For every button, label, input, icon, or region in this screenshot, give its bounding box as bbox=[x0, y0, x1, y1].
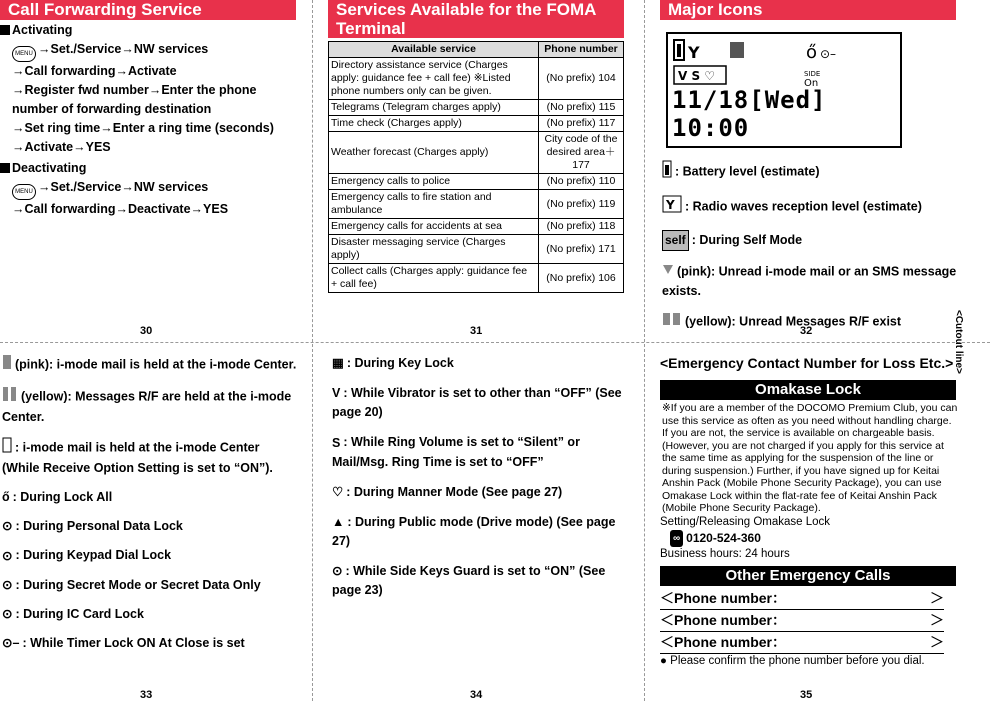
bullet-icon: ● bbox=[660, 654, 671, 667]
icon-item: ő : During Lock All bbox=[2, 488, 298, 507]
other-calls-title: Other Emergency Calls bbox=[660, 566, 956, 586]
business-hours: Business hours: 24 hours bbox=[660, 547, 790, 560]
side-keys-guard-icon: ⊙ bbox=[332, 564, 343, 579]
omakase-lock-title: Omakase Lock bbox=[660, 380, 956, 400]
icon-item: V : While Vibrator is set to other than “OFF” (See page 20) bbox=[332, 386, 622, 420]
icon-item: ⊙ : During Keypad Dial Lock bbox=[2, 546, 298, 565]
service-cell: Telegrams (Telegram charges apply) bbox=[329, 100, 539, 116]
page-33 bbox=[0, 350, 300, 701]
service-cell: Emergency calls to police bbox=[329, 174, 539, 190]
horizontal-divider bbox=[0, 342, 990, 343]
icon-item: : i-mode mail is held at the i-mode Center (While Receive Option Setting is set to “ON”). bbox=[2, 437, 298, 478]
number-cell: (No prefix) 115 bbox=[539, 100, 624, 116]
table-header-row bbox=[329, 42, 624, 58]
icon-item: ▦ : During Key Lock bbox=[332, 354, 626, 373]
messages-rf-held-icon bbox=[2, 386, 18, 408]
footnote: ● Please confirm the phone number before you dial. bbox=[660, 654, 925, 667]
table-row bbox=[329, 219, 624, 235]
icon-item: ▲ : During Public mode (Drive mode) (See page 27) bbox=[332, 514, 616, 549]
icon-item: : Battery level (estimate) bbox=[662, 160, 960, 184]
service-cell: Collect calls (Charges apply: guidance fee + call fee) bbox=[329, 264, 539, 293]
silent-icon: S bbox=[332, 435, 341, 450]
page-32 bbox=[660, 0, 960, 342]
drive-mode-icon: ▲ bbox=[332, 515, 345, 530]
phone-number-field[interactable]: ＜Phone number： ＞ bbox=[660, 610, 944, 632]
svg-text:ő: ő bbox=[806, 42, 818, 63]
icon-item: ⊙– : While Timer Lock ON At Close is set bbox=[2, 634, 298, 653]
cutout-line-label: <Cutout line> bbox=[953, 310, 964, 374]
activating-step: →Activate→YES bbox=[12, 140, 111, 154]
svg-text:V S ♡: V S ♡ bbox=[678, 69, 716, 83]
setting-label: Setting/Releasing Omakase Lock bbox=[660, 515, 831, 528]
number-cell: City code of the desired area＋177 bbox=[539, 132, 624, 174]
services-table bbox=[328, 41, 624, 293]
page-number: 33 bbox=[140, 689, 153, 701]
icon-item: self : During Self Mode bbox=[662, 230, 960, 251]
section-heading: <Emergency Contact Number for Loss Etc.> bbox=[660, 355, 954, 371]
service-cell: Weather forecast (Charges apply) bbox=[329, 132, 539, 174]
icon-item: (pink): i-mode mail is held at the i-mode Center. bbox=[2, 354, 298, 376]
menu-key-icon: MENU bbox=[12, 46, 36, 62]
phone-number-field[interactable]: ＜Phone number： ＞ bbox=[660, 588, 944, 610]
number-cell: (No prefix) 171 bbox=[539, 235, 624, 264]
mail-held-icon bbox=[2, 354, 12, 376]
icon-item: Y : Radio waves reception level (estimate) bbox=[662, 195, 960, 219]
number-cell: (No prefix) 106 bbox=[539, 264, 624, 293]
key-lock-icon: ▦ bbox=[332, 356, 344, 371]
manner-mode-icon: ♡ bbox=[332, 484, 344, 499]
svg-text:Y: Y bbox=[688, 43, 700, 62]
svg-text:⊙–: ⊙– bbox=[820, 47, 837, 61]
page-number: 34 bbox=[470, 689, 483, 701]
page-title: Services Available for the FOMA Terminal bbox=[328, 0, 624, 38]
service-cell: Directory assistance service (Charges apply: guidance fee + call fee) ※Listed phone numbers only can be given. bbox=[329, 58, 539, 100]
page-35 bbox=[660, 350, 960, 701]
number-cell: (No prefix) 117 bbox=[539, 116, 624, 132]
activating-heading: Activating bbox=[0, 21, 300, 40]
table-row bbox=[329, 58, 624, 100]
svg-text:SIDE: SIDE bbox=[804, 70, 821, 78]
svg-text:On: On bbox=[804, 78, 819, 89]
vertical-divider bbox=[644, 0, 645, 701]
page-number: 30 bbox=[140, 325, 153, 337]
service-cell: Time check (Charges apply) bbox=[329, 116, 539, 132]
page-number: 32 bbox=[800, 325, 813, 337]
vertical-divider bbox=[312, 0, 313, 701]
table-row bbox=[329, 235, 624, 264]
table-row bbox=[329, 264, 624, 293]
unread-messages-rf-icon bbox=[662, 312, 682, 332]
icon-item: (pink): Unread i-mode mail or an SMS message exists. bbox=[662, 262, 960, 301]
icon-item: ♡ : During Manner Mode (See page 27) bbox=[332, 483, 626, 502]
self-mode-icon: self bbox=[662, 230, 689, 251]
page-number: 35 bbox=[800, 689, 813, 701]
svg-text:Y: Y bbox=[666, 198, 675, 212]
activating-step: →Register fwd number→Enter the phone bbox=[12, 83, 257, 97]
column-header: Phone number bbox=[539, 42, 624, 58]
number-cell: (No prefix) 119 bbox=[539, 190, 624, 219]
deactivating-step: →Call forwarding→Deactivate→YES bbox=[12, 202, 229, 216]
free-dial-line: ∞ 0120-524-360 bbox=[660, 530, 960, 547]
activating-step: →Call forwarding→Activate bbox=[12, 64, 177, 78]
signal-icon bbox=[662, 195, 682, 219]
service-cell: Disaster messaging service (Charges apply) bbox=[329, 235, 539, 264]
icon-item: ⊙ : During Secret Mode or Secret Data Only bbox=[2, 576, 298, 595]
ic-card-lock-icon: ⊙ bbox=[2, 607, 13, 622]
mail-held-option-icon bbox=[2, 437, 12, 459]
service-cell: Emergency calls to fire station and ambulance bbox=[329, 190, 539, 219]
page-31 bbox=[328, 0, 628, 342]
table-row bbox=[329, 116, 624, 132]
timer-lock-icon: ⊙– bbox=[2, 636, 20, 651]
column-header: Available service bbox=[329, 42, 539, 58]
activating-step: →Set ring time→Enter a ring time (seconds) bbox=[12, 121, 274, 135]
icon-item: ⊙ : During Personal Data Lock bbox=[2, 517, 298, 536]
deactivating-step: MENU →Set./Service→NW services bbox=[0, 178, 300, 200]
number-cell: (No prefix) 104 bbox=[539, 58, 624, 100]
table-row bbox=[329, 100, 624, 116]
lock-all-icon: ő bbox=[2, 490, 10, 505]
menu-key-icon: MENU bbox=[12, 184, 36, 200]
table-row bbox=[329, 132, 624, 174]
phone-number-field[interactable]: ＜Phone number： ＞ bbox=[660, 632, 944, 654]
icon-item: (yellow): Messages R/F are held at the i-mode Center. bbox=[2, 386, 298, 427]
activating-step: number of forwarding destination bbox=[12, 102, 212, 116]
page-title: Major Icons bbox=[660, 0, 956, 20]
page-title: Call Forwarding Service bbox=[0, 0, 296, 20]
vibrator-icon: V bbox=[332, 386, 341, 401]
deactivating-heading: Deactivating bbox=[0, 159, 300, 178]
keypad-dial-lock-icon: ⊙ bbox=[2, 548, 13, 563]
page-number: 31 bbox=[470, 325, 483, 337]
battery-icon bbox=[662, 160, 672, 184]
icon-item: ⊙ : During IC Card Lock bbox=[2, 605, 298, 624]
icon-item: ⊙ : While Side Keys Guard is set to “ON” (See page 23) bbox=[332, 564, 606, 598]
secret-mode-icon: ⊙ bbox=[2, 577, 13, 592]
page-34 bbox=[328, 350, 628, 701]
omakase-note: ※If you are a member of the DOCOMO Premium Club, you can use this service as often as you need without handling charge. If you are not, the service is available on chargeable basis. (However, you are not charged if you apply for this service at the same time as applying for the suspension of the line or during suspension.) Further, if you have signed up for Keitai Anshin Pack (Mobile Phone Security Package), you can use Omakase Lock within the flat-rate fee of Keitai Anshin Pack (Mobile Phone Security Package). bbox=[662, 402, 958, 514]
table-row bbox=[329, 190, 624, 219]
lcd-screen bbox=[666, 32, 902, 148]
number-cell: (No prefix) 110 bbox=[539, 174, 624, 190]
lcd-date-time: 11/18[Wed] 10:00 bbox=[672, 86, 827, 142]
icon-item: (yellow): Unread Messages R/F exist bbox=[662, 312, 960, 332]
activating-step: MENU →Set./Service→NW services bbox=[0, 40, 300, 62]
unread-mail-icon bbox=[662, 262, 674, 282]
icon-item: S : While Ring Volume is set to “Silent” or Mail/Msg. Ring Time is set to “OFF” bbox=[332, 435, 580, 469]
number-cell: (No prefix) 118 bbox=[539, 219, 624, 235]
service-cell: Emergency calls for accidents at sea bbox=[329, 219, 539, 235]
personal-data-lock-icon: ⊙ bbox=[2, 519, 13, 534]
free-dial-icon: ∞ bbox=[670, 530, 683, 547]
table-row bbox=[329, 174, 624, 190]
page-30 bbox=[0, 0, 300, 342]
